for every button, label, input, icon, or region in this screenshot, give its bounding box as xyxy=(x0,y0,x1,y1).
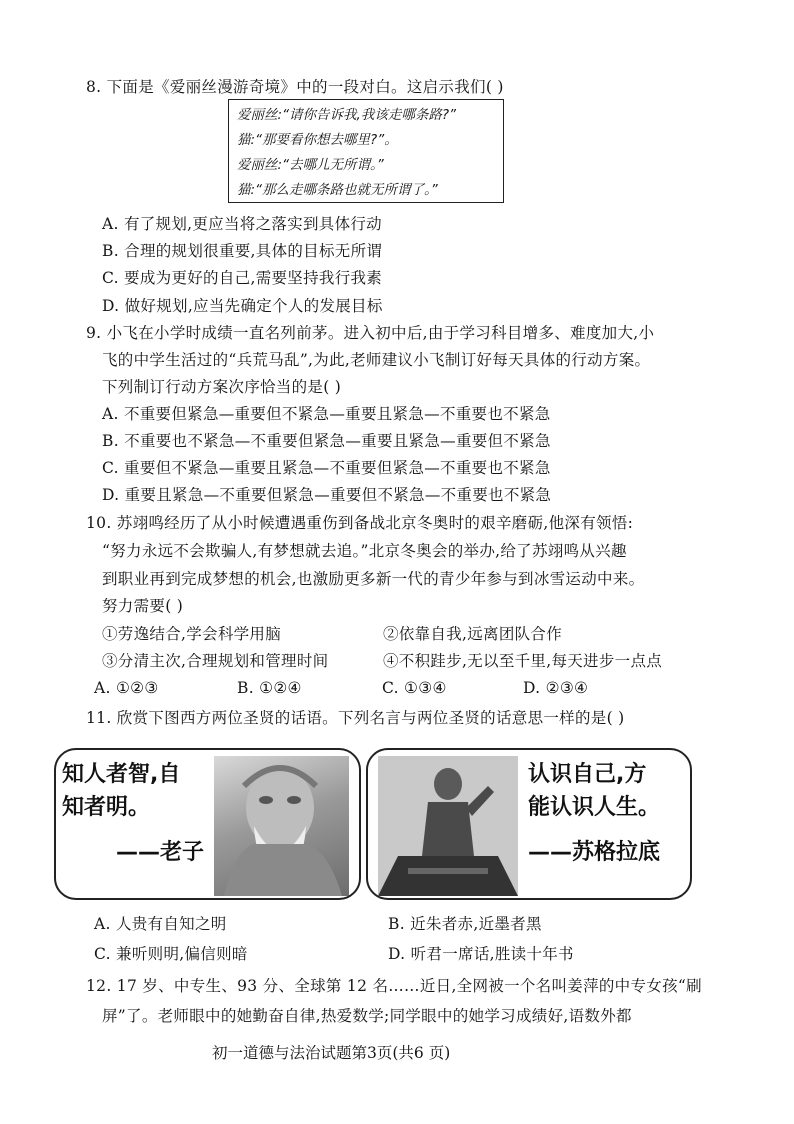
q9-stem-line: 下列制订行动方案次序恰当的是( ) xyxy=(102,378,342,396)
q12-stem-line: 屏”了。老师眼中的她勤奋自律,热爱数学;同学眼中的她学习成绩好,语数外都 xyxy=(102,1007,632,1025)
socrates-quote-line: 能认识人生。 xyxy=(528,795,661,820)
q10-option-d: D. ②③④ xyxy=(523,679,589,697)
laozi-portrait-image xyxy=(214,756,349,896)
laozi-quote-line: 知人者智,自 xyxy=(62,762,181,787)
dialog-line: 爱丽丝:“请你告诉我,我该走哪条路?” xyxy=(237,107,456,123)
q11-option-d: D. 听君一席话,胜读十年书 xyxy=(388,945,574,963)
q9-stem-line: 9. 小飞在小学时成绩一直名列前茅。进入初中后,由于学习科目增多、难度加大,小 xyxy=(86,324,655,342)
laozi-quote-panel xyxy=(54,748,361,900)
q10-option-b: B. ①②④ xyxy=(237,679,302,697)
q10-stem-line: “努力永远不会欺骗人,有梦想就去追。”北京冬奥会的举办,给了苏翊鸣从兴趣 xyxy=(102,542,627,560)
q10-stem-line: 到职业再到完成梦想的机会,也激励更多新一代的青少年参与到冰雪运动中来。 xyxy=(102,570,645,588)
laozi-portrait-icon xyxy=(214,756,349,896)
laozi-author: ——老子 xyxy=(116,840,205,865)
q8-option-a: A. 有了规划,更应当将之落实到具体行动 xyxy=(102,215,382,233)
q8-option-b: B. 合理的规划很重要,具体的目标无所谓 xyxy=(102,242,383,260)
dialog-line: 猫:“那么走哪条路也就无所谓了。” xyxy=(237,182,438,198)
q10-stem-line: 努力需要( ) xyxy=(102,597,184,615)
q8-option-c: C. 要成为更好的自己,需要坚持我行我素 xyxy=(102,269,383,287)
q10-item-1: ①劳逸结合,学会科学用脑 xyxy=(102,625,282,643)
q9-option-b: B. 不重要也不紧急—不重要但紧急—重要且紧急—重要但不紧急 xyxy=(102,432,551,450)
q12-stem-line: 12. 17 岁、中专生、93 分、全球第 12 名……近日,全网被一个名叫姜萍的中专女孩“刷 xyxy=(86,977,702,995)
dialog-line: 猫:“那要看你想去哪里?”。 xyxy=(237,132,398,148)
socrates-statue-image xyxy=(378,756,518,896)
q11-option-c: C. 兼听则明,偏信则暗 xyxy=(94,945,248,963)
socrates-author: ——苏格拉底 xyxy=(528,840,661,865)
q11-option-a: A. 人贵有自知之明 xyxy=(94,915,227,933)
q8-dialog-box xyxy=(228,99,504,203)
q10-option-c: C. ①③④ xyxy=(382,679,447,697)
q10-item-4: ④不积跬步,无以至千里,每天进步一点点 xyxy=(383,652,663,670)
q10-item-3: ③分清主次,合理规划和管理时间 xyxy=(102,652,329,670)
q11-option-b: B. 近朱者赤,近墨者黑 xyxy=(388,915,542,933)
laozi-quote-line: 知者明。 xyxy=(62,795,151,820)
socrates-quote-panel xyxy=(366,748,692,900)
q10-option-a: A. ①②③ xyxy=(94,679,159,697)
q9-option-a: A. 不重要但紧急—重要但不紧急—重要且紧急—不重要也不紧急 xyxy=(102,405,551,423)
q9-stem-line: 飞的中学生活过的“兵荒马乱”,为此,老师建议小飞制订好每天具体的行动方案。 xyxy=(102,351,651,369)
q11-stem: 11. 欣赏下图西方两位圣贤的话语。下列名言与两位圣贤的话意思一样的是( ) xyxy=(86,709,625,727)
q10-item-2: ②依靠自我,远离团队合作 xyxy=(383,625,563,643)
page-footer: 初一道德与法治试题第3页(共6 页) xyxy=(212,1044,451,1062)
dialog-line: 爱丽丝:“去哪儿无所谓。” xyxy=(237,157,384,173)
q9-option-d: D. 重要且紧急—不重要但紧急—重要但不紧急—不重要也不紧急 xyxy=(102,486,552,504)
socrates-statue-icon xyxy=(378,756,518,896)
q9-option-c: C. 重要但不紧急—重要且紧急—不重要但紧急—不重要也不紧急 xyxy=(102,459,551,477)
q8-stem: 8. 下面是《爱丽丝漫游奇境》中的一段对白。这启示我们( ) xyxy=(86,78,504,96)
socrates-quote-line: 认识自己,方 xyxy=(528,762,647,787)
q8-option-d: D. 做好规划,应当先确定个人的发展目标 xyxy=(102,297,383,315)
q10-stem-line: 10. 苏翊鸣经历了从小时候遭遇重伤到备战北京冬奥时的艰辛磨砺,他深有领悟: xyxy=(86,514,634,532)
